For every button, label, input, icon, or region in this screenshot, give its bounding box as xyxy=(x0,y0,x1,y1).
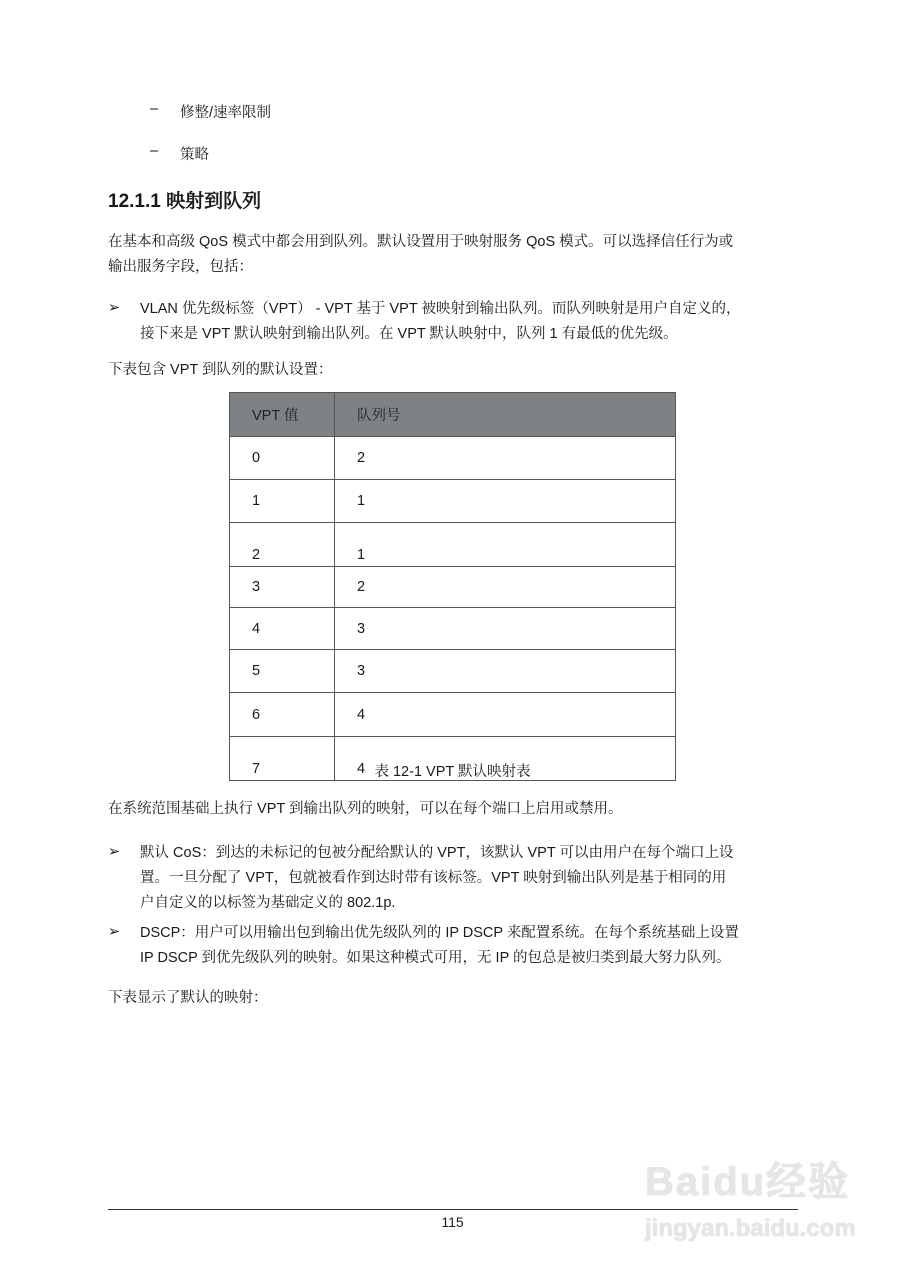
cell: 6 xyxy=(230,693,335,737)
paragraph: 下表包含 VPT 到队列的默认设置： xyxy=(108,362,333,378)
bullet-line: DSCP：用户可以用输出包到输出优先级队列的 IP DSCP 来配置系统。在每个系统基础上设置 xyxy=(140,925,739,941)
paragraph-line: 输出服务字段，包括： xyxy=(108,259,253,275)
table-header-row xyxy=(230,393,676,437)
cell: 5 xyxy=(230,650,335,693)
table-row xyxy=(230,437,676,480)
arrow-bullet-icon: ➢ xyxy=(108,300,121,316)
bullet-line: 默认 CoS：到达的未标记的包被分配给默认的 VPT，该默认 VPT 可以由用户在每个端口上设 xyxy=(140,845,734,861)
arrow-bullet-icon: ➢ xyxy=(108,924,121,940)
cell: 7 xyxy=(230,737,335,781)
header-vpt: VPT 值 xyxy=(230,393,335,437)
header-queue: 队列号 xyxy=(335,393,676,437)
cell: 4 xyxy=(335,737,676,781)
cell: 2 xyxy=(335,437,676,480)
table-row xyxy=(230,650,676,693)
cell: 2 xyxy=(335,567,676,608)
bullet-line: IP DSCP 到优先级队列的映射。如果这种模式可用，无 IP 的包总是被归类到最大努力队列。 xyxy=(140,950,731,966)
list-item: 修整/速率限制 xyxy=(180,105,272,121)
table-row xyxy=(230,523,676,567)
bullet-line: 户自定义的以标签为基础定义的 802.1p. xyxy=(140,895,396,911)
footer-divider xyxy=(108,1209,798,1210)
cell: 1 xyxy=(230,480,335,523)
cell: 4 xyxy=(230,608,335,650)
cell: 0 xyxy=(230,437,335,480)
cell: 3 xyxy=(335,608,676,650)
list-item: 策略 xyxy=(180,147,209,163)
table-row xyxy=(230,480,676,523)
cell: 1 xyxy=(335,480,676,523)
arrow-bullet-icon: ➢ xyxy=(108,844,121,860)
page-number: 115 xyxy=(441,1214,464,1230)
paragraph: 在系统范围基础上执行 VPT 到输出队列的映射，可以在每个端口上启用或禁用。 xyxy=(108,801,623,817)
bullet-line: 置。一旦分配了 VPT，包就被看作到达时带有该标签。VPT 映射到输出队列是基于相同的用 xyxy=(140,870,727,886)
cell: 2 xyxy=(230,523,335,567)
paragraph: 下表显示了默认的映射： xyxy=(108,990,268,1006)
baidu-watermark-logo: Baidu经验 xyxy=(645,1160,851,1204)
vpt-table xyxy=(229,392,676,781)
table-caption: 表 12-1 VPT 默认映射表 xyxy=(374,764,531,780)
cell: 3 xyxy=(335,650,676,693)
table-row xyxy=(230,693,676,737)
bullet-line: 接下来是 VPT 默认映射到输出队列。在 VPT 默认映射中，队列 1 有最低的优先级。 xyxy=(140,326,678,342)
cell: 1 xyxy=(335,523,676,567)
bullet-line: VLAN 优先级标签（VPT） - VPT 基于 VPT 被映射到输出队列。而队列映射是用户自定义的， xyxy=(140,301,741,317)
baidu-watermark-url: jingyan.baidu.com xyxy=(645,1215,856,1242)
list-dash: – xyxy=(150,101,159,117)
table-row xyxy=(230,567,676,608)
table-row xyxy=(230,608,676,650)
cell: 3 xyxy=(230,567,335,608)
section-title: 12.1.1 映射到队列 xyxy=(108,191,262,212)
paragraph xyxy=(108,230,733,280)
paragraph-line: 在基本和高级 QoS 模式中都会用到队列。默认设置用于映射服务 QoS 模式。可以选择信任行为或 xyxy=(108,234,734,250)
list-dash: – xyxy=(150,143,159,159)
cell: 4 xyxy=(335,693,676,737)
